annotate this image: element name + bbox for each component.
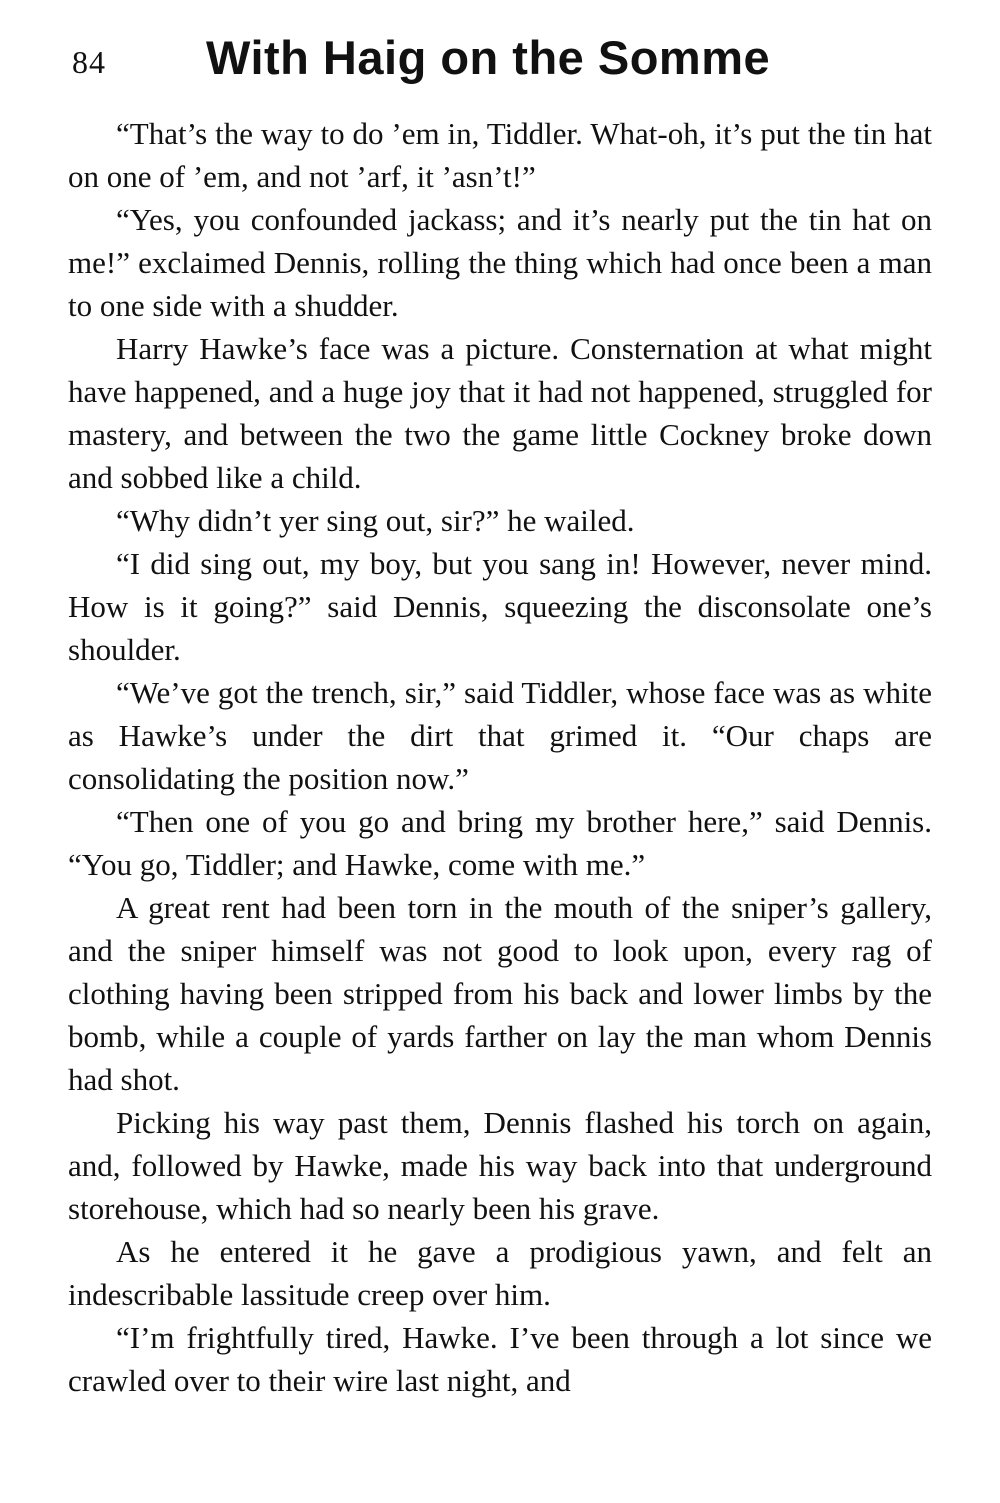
paragraph-1: “That’s the way to do ’em in, Tiddler. What-oh, it’s put the tin hat on one of ’em, and not ’arf, it ’asn’t!”: [68, 116, 932, 194]
book-page: [68, 30, 932, 1402]
paragraph-7: “Then one of you go and bring my brother here,” said Dennis. “You go, Tiddler; and Hawke, come with me.”: [68, 804, 932, 882]
body-text: [68, 112, 932, 1402]
page-number: 84: [72, 44, 106, 80]
paragraph-8: A great rent had been torn in the mouth of the sniper’s gallery, and the sniper himself was not good to look upon, every rag of clothing having been stripped from his back and lower limbs by the bomb, while a couple of yards farther on lay the man whom Dennis had shot.: [68, 890, 932, 1097]
paragraph-11: “I’m frightfully tired, Hawke. I’ve been through a lot since we crawled over to their wire last night, and: [68, 1320, 932, 1398]
paragraph-2: “Yes, you confounded jackass; and it’s nearly put the tin hat on me!” exclaimed Dennis, rolling the thing which had once been a man to one side with a shudder.: [68, 202, 932, 323]
page-header: [68, 30, 932, 94]
paragraph-3: Harry Hawke’s face was a picture. Consternation at what might have happened, and a huge joy that it had not happened, struggled for mastery, and between the two the game little Cockney broke down and sobbed like a child.: [68, 331, 932, 495]
paragraph-5: “I did sing out, my boy, but you sang in! However, never mind. How is it going?” said Dennis, squeezing the disconsolate one’s shoulder.: [68, 546, 932, 667]
running-title: With Haig on the Somme: [206, 31, 771, 84]
paragraph-6: “We’ve got the trench, sir,” said Tiddler, whose face was as white as Hawke’s under the dirt that grimed it. “Our chaps are consolidating the position now.”: [68, 675, 932, 796]
paragraph-4: “Why didn’t yer sing out, sir?” he wailed.: [116, 503, 635, 538]
paragraph-9: Picking his way past them, Dennis flashed his torch on again, and, followed by Hawke, made his way back into that underground storehouse, which had so nearly been his grave.: [68, 1105, 932, 1226]
paragraph-10: As he entered it he gave a prodigious yawn, and felt an indescribable lassitude creep over him.: [68, 1234, 932, 1312]
